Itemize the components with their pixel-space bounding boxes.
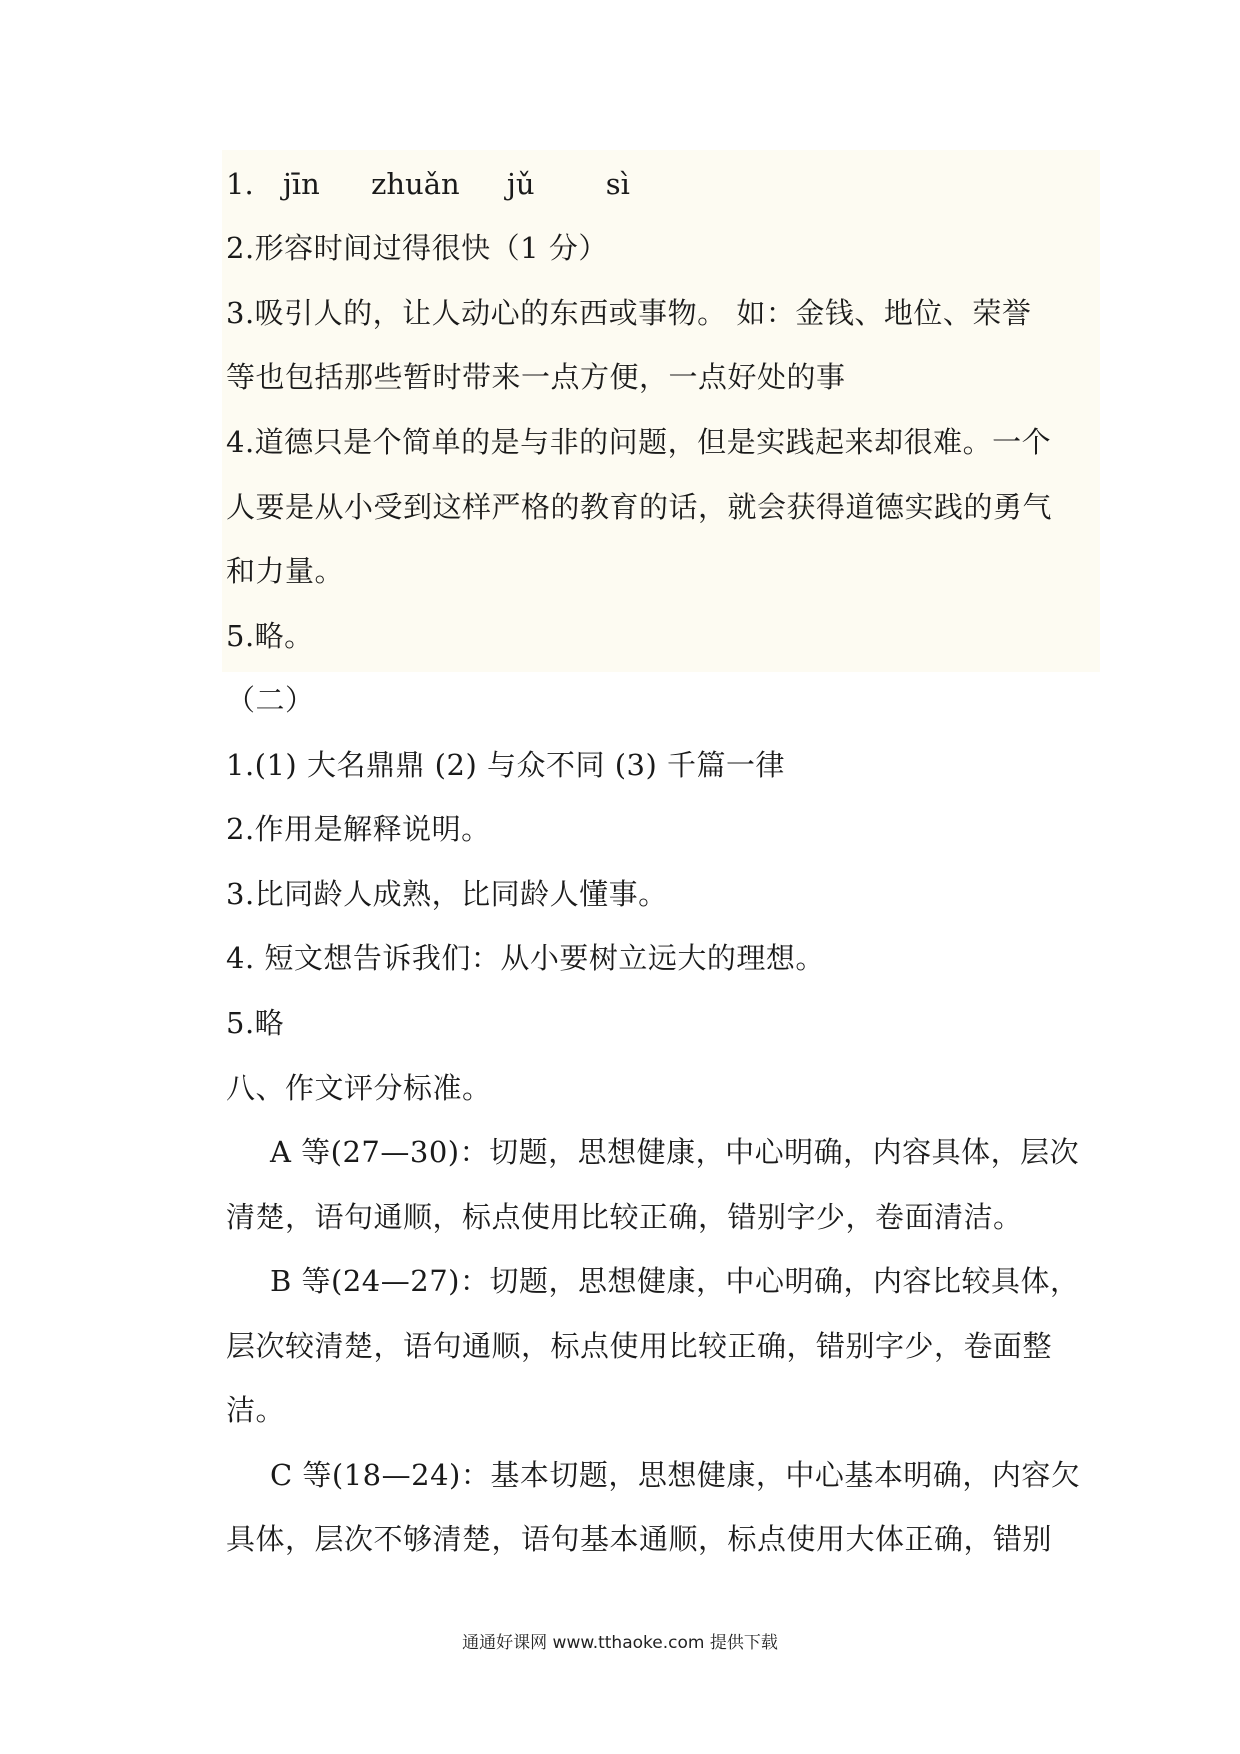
answer-number: 1. [226, 167, 254, 201]
pinyin-4: sì [605, 167, 630, 201]
pinyin-2: zhuǎn [371, 167, 460, 201]
grade-b-line-1: B 等(24—27)：切题，思想健康，中心明确，内容比较具体， [270, 1264, 1080, 1298]
footer-download-notice: 通通好课网 www.tthaoke.com 提供下载 [462, 1633, 778, 1653]
answer-4-line-1: 4.道德只是个简单的是与非的问题，但是实践起来却很难。一个 [226, 425, 1052, 459]
section-2-answer-5: 5.略 [226, 1006, 285, 1040]
grade-c-line-2: 具体，层次不够清楚，语句基本通顺，标点使用大体正确，错别 [226, 1522, 1053, 1556]
answer-1-pinyin [226, 164, 630, 204]
section-2-heading: （二） [226, 683, 315, 717]
section-8-heading: 八、作文评分标准。 [226, 1071, 492, 1105]
grade-b-line-3: 洁。 [226, 1393, 286, 1427]
section-2-answer-3: 3.比同龄人成熟，比同龄人懂事。 [226, 877, 668, 911]
answer-2: 2.形容时间过得很快（1 分） [226, 231, 608, 265]
answer-3-line-2: 等也包括那些暂时带来一点方便，一点好处的事 [226, 360, 846, 394]
section-2-answer-1: 1.(1) 大名鼎鼎 (2) 与众不同 (3) 千篇一律 [226, 748, 785, 782]
pinyin-3: jǔ [506, 167, 535, 201]
section-2-answer-2: 2.作用是解释说明。 [226, 812, 491, 846]
grade-a-line-1: A 等(27—30)：切题，思想健康，中心明确，内容具体，层次 [270, 1135, 1080, 1169]
answer-5: 5.略。 [226, 619, 314, 653]
grade-b-line-2: 层次较清楚，语句通顺，标点使用比较正确，错别字少，卷面整 [226, 1329, 1053, 1363]
answer-4-line-3: 和力量。 [226, 554, 345, 588]
grade-c-line-1: C 等(18—24)：基本切题，思想健康，中心基本明确，内容欠 [270, 1458, 1081, 1492]
answer-3-line-1: 3.吸引人的，让人动心的东西或事物。 如：金钱、地位、荣誉 [226, 296, 1032, 330]
answer-4-line-2: 人要是从小受到这样严格的教育的话，就会获得道德实践的勇气 [226, 490, 1053, 524]
grade-a-line-2: 清楚，语句通顺，标点使用比较正确，错别字少，卷面清洁。 [226, 1200, 1023, 1234]
pinyin-1: jīn [282, 167, 320, 201]
section-2-answer-4: 4. 短文想告诉我们：从小要树立远大的理想。 [226, 941, 825, 975]
